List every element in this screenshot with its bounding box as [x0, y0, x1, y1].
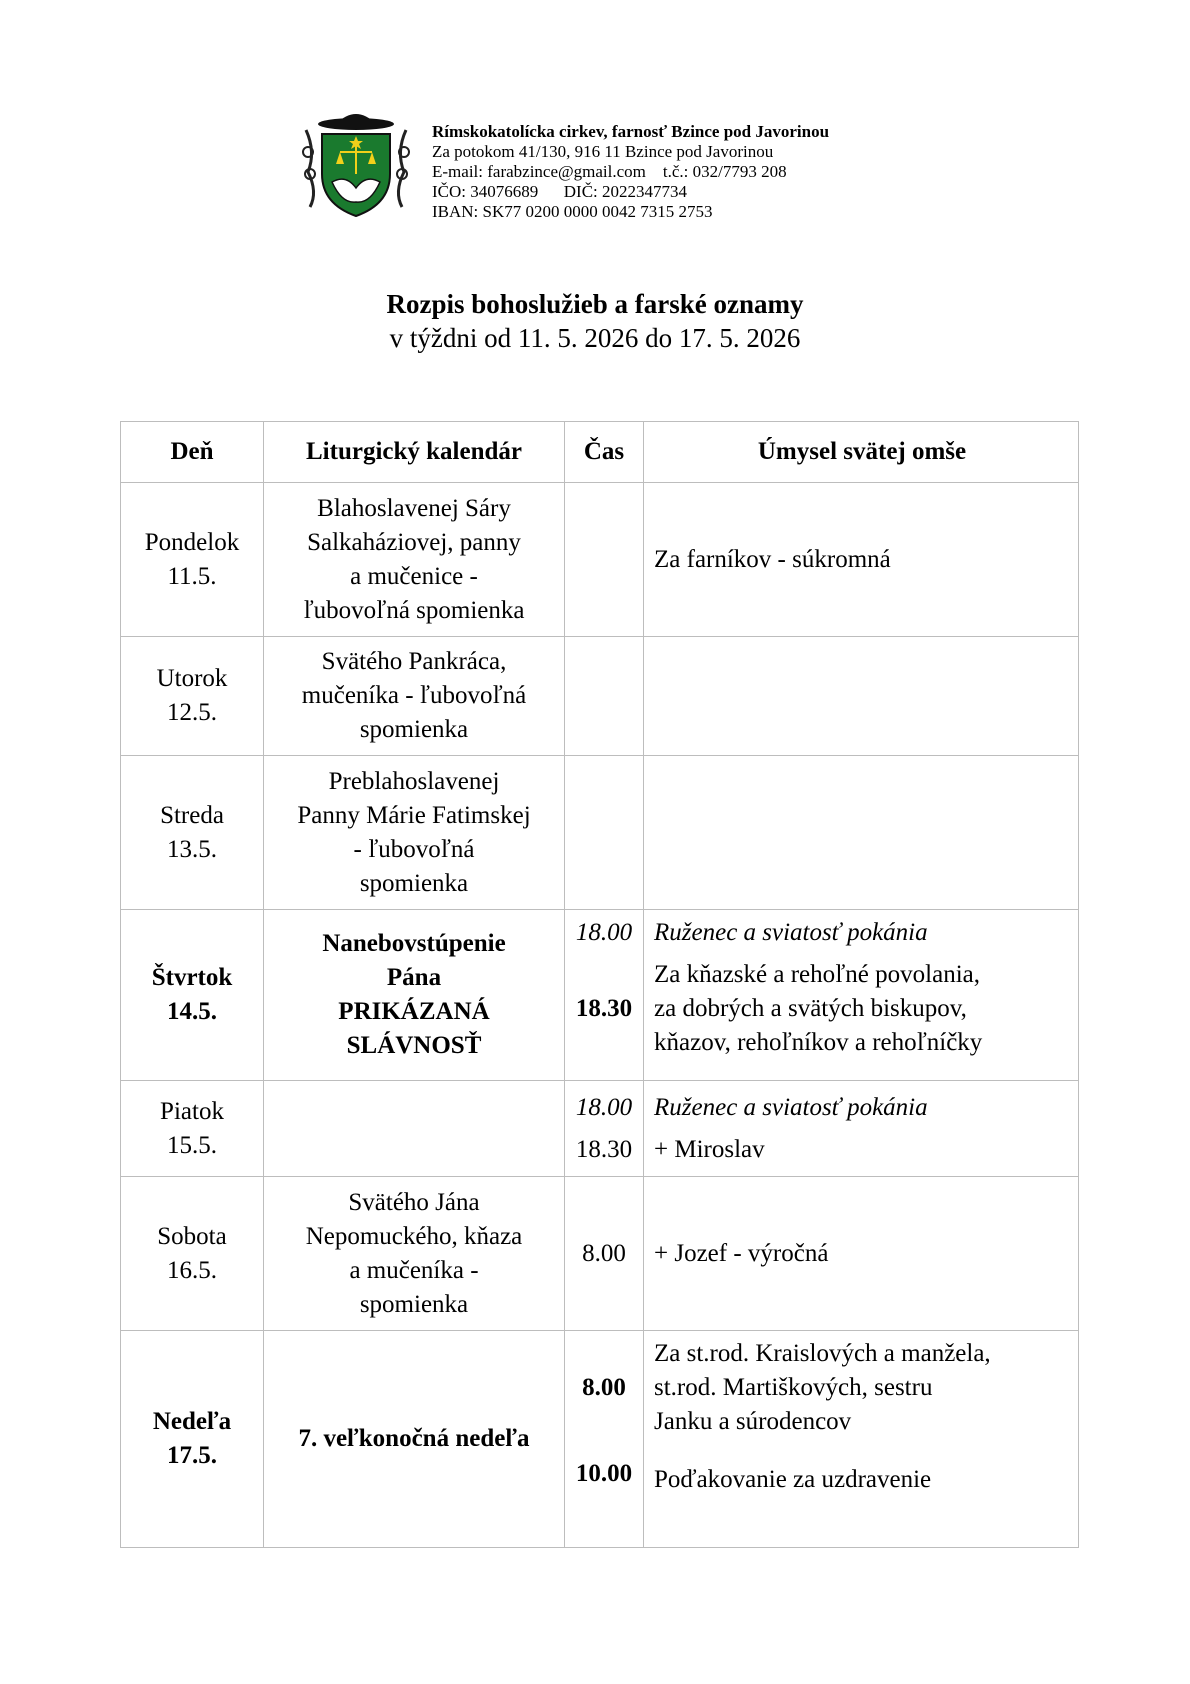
- intention-text: Poďakovanie za uzdravenie: [654, 1466, 932, 1493]
- liturgy-line: spomienka: [359, 716, 469, 743]
- day-name: Nedeľa: [152, 1408, 232, 1435]
- day-date: 11.5.: [167, 562, 217, 590]
- intention-text: + Miroslav: [654, 1135, 765, 1163]
- day-cell: [121, 1081, 264, 1177]
- day-date: 15.5.: [167, 1131, 217, 1159]
- intention-cell: [644, 1177, 1079, 1331]
- time-cell: [565, 910, 644, 1081]
- liturgy-cell: [264, 756, 565, 910]
- table-row: [121, 1331, 1079, 1548]
- day-date: 12.5.: [167, 699, 217, 726]
- day-cell: [121, 1177, 264, 1331]
- day-cell: [121, 756, 264, 910]
- time-cell: [565, 483, 644, 637]
- time-cell: [565, 756, 644, 910]
- table-row: [121, 756, 1079, 910]
- parish-ids: IČO: 34076689 DIČ: 2022347734: [432, 182, 687, 201]
- document-title: [0, 287, 1190, 355]
- day-name: Utorok: [156, 665, 228, 692]
- liturgy-line: Svätého Jána: [348, 1188, 480, 1216]
- time-cell: [565, 1331, 644, 1548]
- day-name: Piatok: [160, 1097, 224, 1125]
- liturgy-line: spomienka: [359, 869, 469, 897]
- time-value: 8.00: [582, 1374, 626, 1401]
- time-value: 18.30: [575, 1135, 633, 1163]
- table-row: [121, 910, 1079, 1081]
- header-liturgy: Liturgický kalendár: [264, 422, 565, 483]
- liturgy-line: SLÁVNOSŤ: [346, 1032, 482, 1059]
- time-value: 18.00: [575, 919, 633, 946]
- intention-text: Ruženec a sviatosť pokánia: [654, 919, 928, 946]
- time-value: 10.00: [575, 1460, 633, 1487]
- parish-contact-block: [432, 122, 829, 222]
- liturgy-line: spomienka: [359, 1290, 469, 1318]
- day-cell: [121, 637, 264, 756]
- table-row: [121, 1177, 1079, 1331]
- time-value: 18.00: [575, 1093, 633, 1121]
- time-value: 18.30: [575, 995, 633, 1022]
- header-intention: Úmysel svätej omše: [644, 422, 1079, 483]
- day-date: 16.5.: [167, 1256, 217, 1284]
- liturgy-line: a mučenice -: [350, 562, 478, 590]
- liturgy-line: Pána: [386, 964, 442, 991]
- intention-text: Za farníkov - súkromná: [654, 545, 891, 573]
- liturgy-line: ľubovoľná spomienka: [303, 596, 525, 624]
- table-row: [121, 483, 1079, 637]
- day-date: 17.5.: [167, 1442, 217, 1469]
- time-cell: [565, 1081, 644, 1177]
- day-cell: [121, 910, 264, 1081]
- liturgy-line: - ľubovoľná: [353, 835, 475, 863]
- intention-cell: [644, 1081, 1079, 1177]
- parish-contact: E-mail: farabzince@gmail.com t.č.: 032/7793 208: [432, 162, 787, 181]
- liturgy-line: mučeníka - ľubovoľná: [301, 682, 527, 709]
- liturgy-line: Salkaháziovej, panny: [307, 528, 521, 556]
- intention-text: + Jozef - výročná: [654, 1239, 829, 1267]
- header-time: Čas: [565, 422, 644, 483]
- day-cell: [121, 483, 264, 637]
- day-cell: [121, 1331, 264, 1548]
- day-name: Štvrtok: [151, 964, 233, 991]
- intention-cell: [644, 910, 1079, 1081]
- intention-text: Za st.rod. Kraislových a manžela,: [654, 1340, 991, 1367]
- day-name: Streda: [160, 801, 224, 829]
- intention-text: za dobrých a svätých biskupov,: [654, 995, 967, 1022]
- intention-text: st.rod. Martiškových, sestru: [654, 1374, 933, 1401]
- liturgy-line: Nepomuckého, kňaza: [305, 1222, 523, 1250]
- intention-text: Janku a súrodencov: [654, 1408, 852, 1435]
- liturgy-line: Panny Márie Fatimskej: [297, 801, 531, 829]
- intention-text: kňazov, rehoľníkov a rehoľníčky: [654, 1029, 983, 1056]
- liturgy-cell: [264, 1331, 565, 1548]
- liturgy-line: Blahoslavenej Sáry: [317, 494, 511, 522]
- liturgy-line: a mučeníka -: [349, 1256, 479, 1284]
- time-cell: [565, 1177, 644, 1331]
- intention-cell: [644, 483, 1079, 637]
- liturgy-line: Nanebovstúpenie: [322, 930, 506, 957]
- liturgy-line: PRIKÁZANÁ: [338, 998, 490, 1025]
- intention-cell: [644, 1331, 1079, 1548]
- time-cell: [565, 637, 644, 756]
- parish-name: Rímskokatolícka cirkev, farnosť Bzince pod Javorinou: [432, 122, 830, 141]
- parish-address: Za potokom 41/130, 916 11 Bzince pod Javorinou: [432, 142, 774, 161]
- parish-iban: IBAN: SK77 0200 0000 0042 7315 2753: [432, 202, 713, 221]
- title-line-2: v týždni od 11. 5. 2026 do 17. 5. 2026: [389, 323, 801, 353]
- time-value: 8.00: [582, 1239, 626, 1267]
- schedule-table: [120, 421, 1079, 1548]
- table-row: [121, 637, 1079, 756]
- table-row: [121, 1081, 1079, 1177]
- parish-header: [296, 112, 936, 224]
- coat-of-arms-icon: [296, 112, 416, 222]
- day-name: Pondelok: [144, 528, 240, 556]
- liturgy-cell: [264, 483, 565, 637]
- liturgy-line: Svätého Pankráca,: [321, 648, 507, 675]
- liturgy-line: Preblahoslavenej: [328, 767, 500, 795]
- liturgy-cell: [264, 910, 565, 1081]
- intention-text: Za kňazské a rehoľné povolania,: [654, 961, 980, 988]
- day-name: Sobota: [157, 1222, 227, 1250]
- intention-cell: [644, 637, 1079, 756]
- day-date: 13.5.: [167, 835, 217, 863]
- liturgy-line: 7. veľkonočná nedeľa: [298, 1425, 530, 1452]
- intention-text: Ruženec a sviatosť pokánia: [654, 1093, 928, 1121]
- table-header-row: [121, 422, 1079, 483]
- title-line-1: Rozpis bohoslužieb a farské oznamy: [386, 289, 804, 319]
- liturgy-cell: [264, 1177, 565, 1331]
- liturgy-cell: [264, 1081, 565, 1177]
- intention-cell: [644, 756, 1079, 910]
- day-date: 14.5.: [167, 998, 217, 1025]
- liturgy-cell: [264, 637, 565, 756]
- header-day: Deň: [121, 422, 264, 483]
